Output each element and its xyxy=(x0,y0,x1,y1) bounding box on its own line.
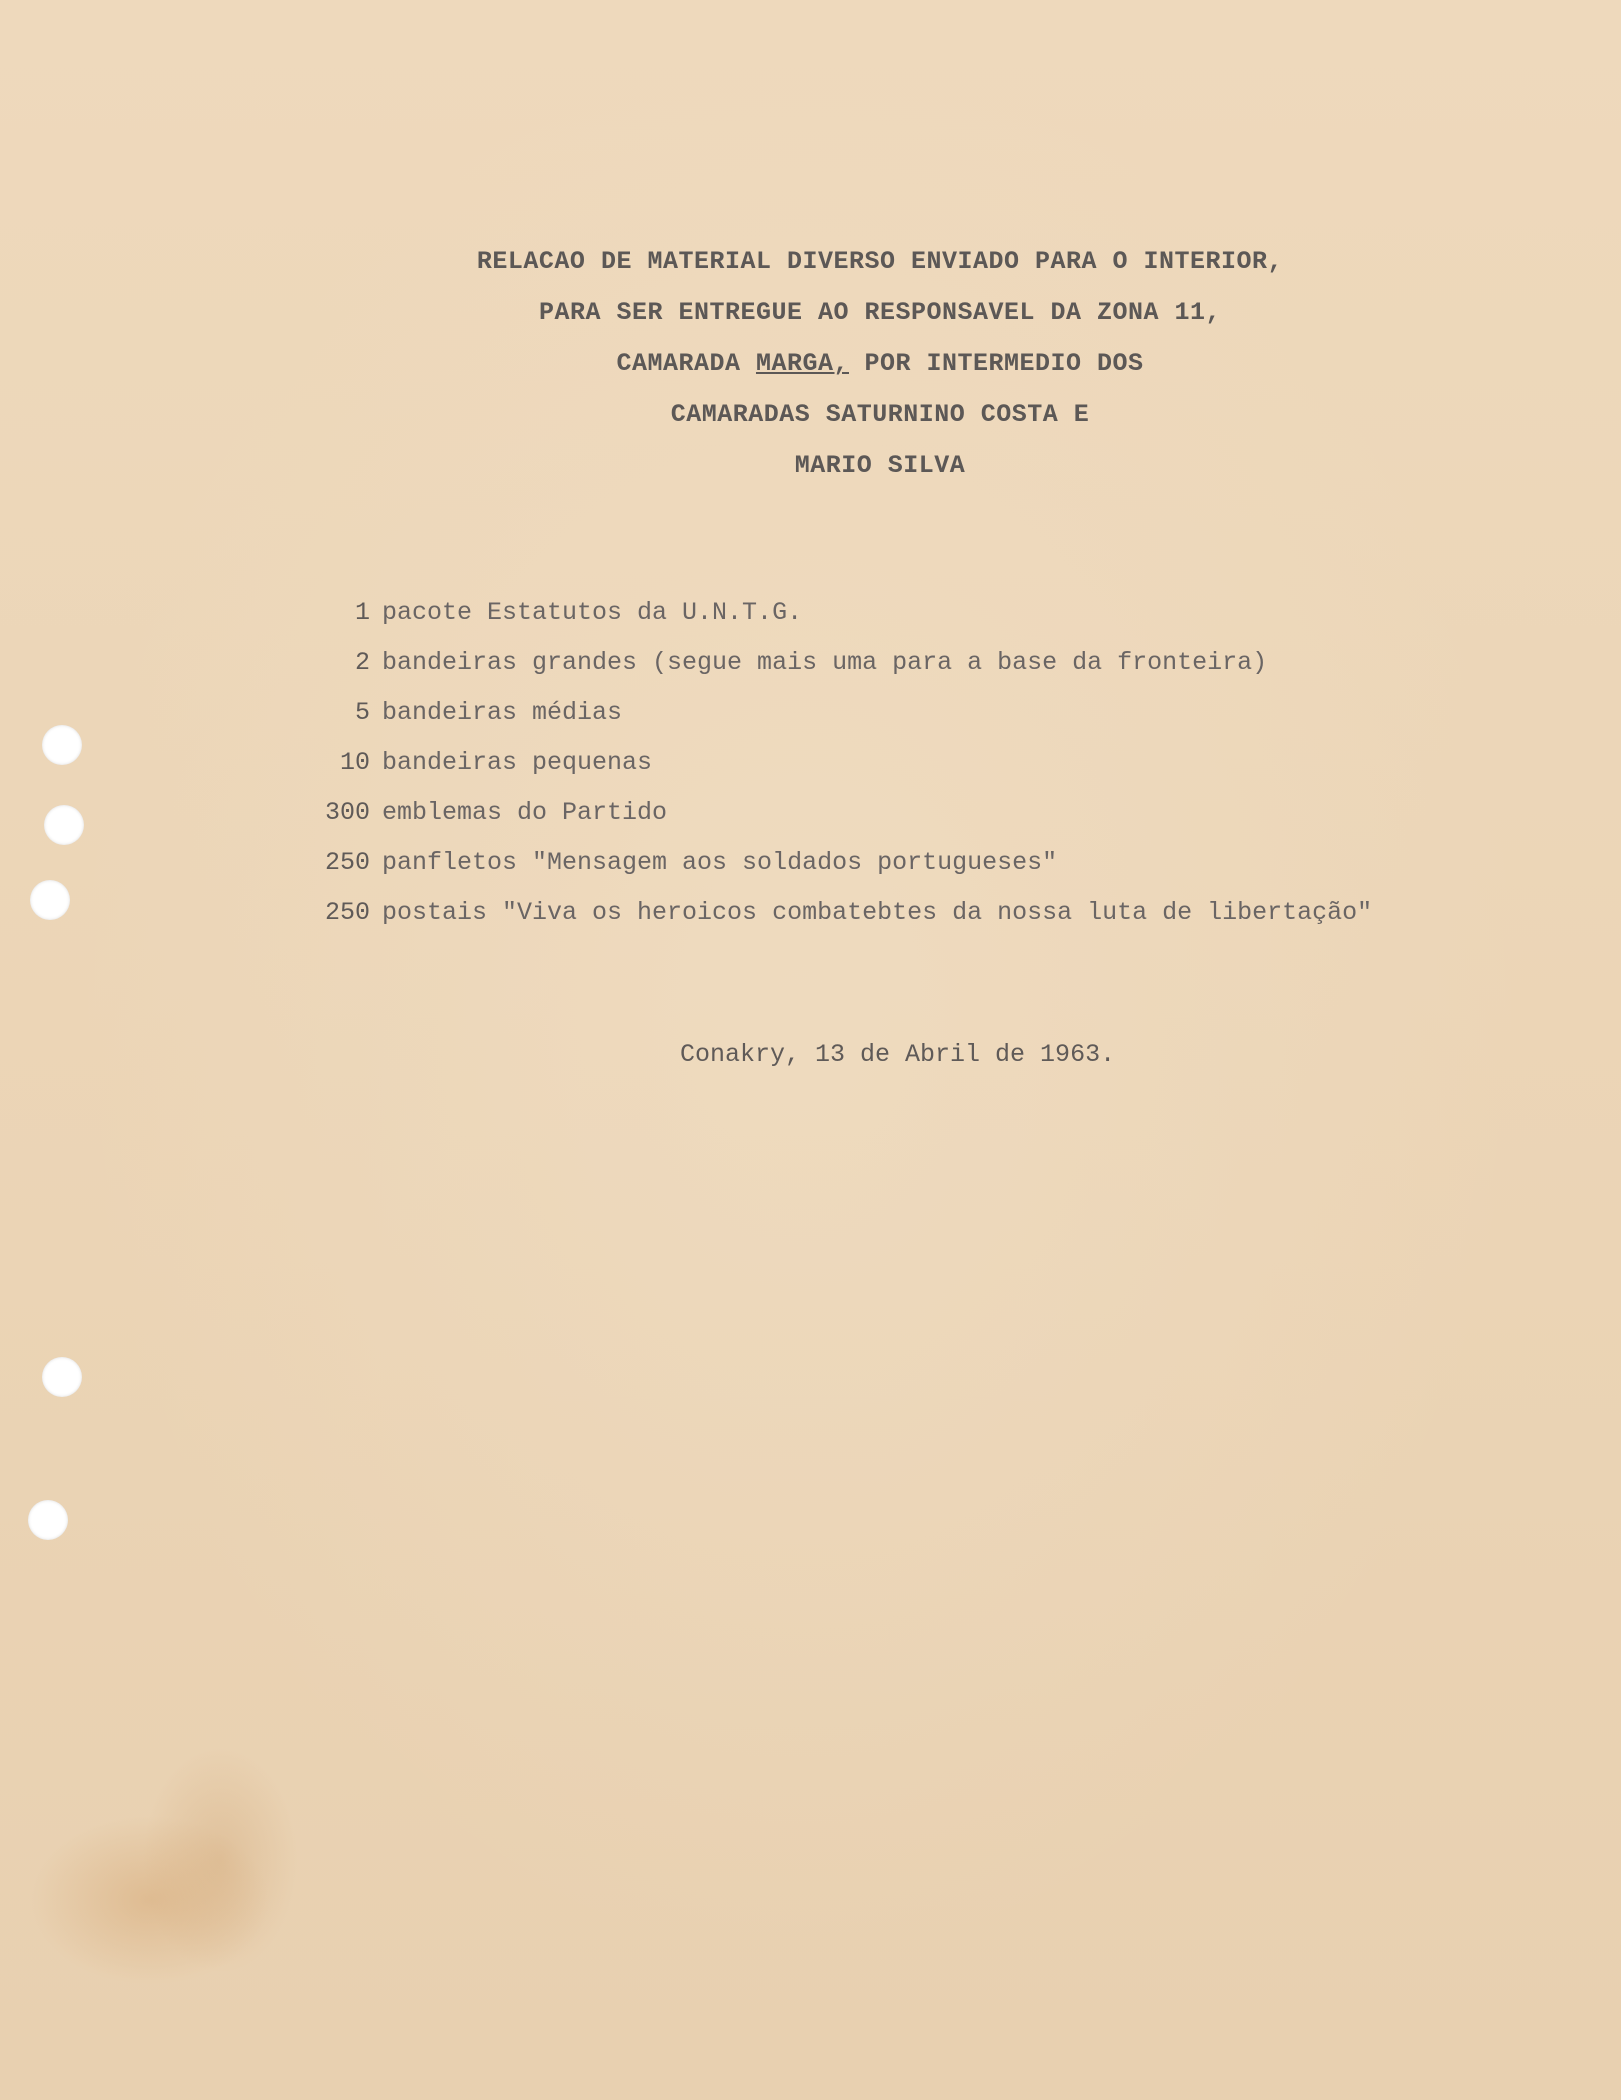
heading-line-1: RELACAO DE MATERIAL DIVERSO ENVIADO PARA O INTERIOR, xyxy=(476,247,1284,276)
item-description: bandeiras grandes (segue mais uma para a base da fronteira) xyxy=(382,648,1268,677)
item-description: emblemas do Partido xyxy=(382,798,668,827)
list-item xyxy=(300,588,1450,638)
heading-camarada: CAMARADA xyxy=(616,349,741,378)
heading-line-4: CAMARADAS SATURNINO COSTA E xyxy=(670,400,1090,429)
item-description: postais "Viva os heroicos combatebtes da nossa luta de libertação" xyxy=(382,898,1373,927)
item-description: bandeiras médias xyxy=(382,698,623,727)
binder-hole-3 xyxy=(30,880,70,920)
heading-intermedio: POR INTERMEDIO DOS xyxy=(864,349,1144,378)
item-quantity: 300 xyxy=(324,798,370,827)
item-quantity: 5 xyxy=(354,698,370,727)
heading-line-5: MARIO SILVA xyxy=(794,451,966,480)
heading-line-2: PARA SER ENTREGUE AO RESPONSAVEL DA ZONA 11, xyxy=(538,298,1222,327)
item-quantity: 250 xyxy=(324,898,370,927)
heading-name-underlined: MARGA, xyxy=(755,349,849,378)
item-quantity: 2 xyxy=(354,648,370,677)
list-item xyxy=(300,838,1450,888)
document-heading xyxy=(380,236,1380,491)
item-quantity: 1 xyxy=(354,598,370,627)
binder-hole-5 xyxy=(28,1500,68,1540)
binder-hole-1 xyxy=(42,725,82,765)
list-item xyxy=(300,888,1450,938)
place-and-date: Conakry, 13 de Abril de 1963. xyxy=(680,1040,1116,1069)
item-description: pacote Estatutos da U.N.T.G. xyxy=(382,598,803,627)
list-item xyxy=(300,738,1450,788)
list-item xyxy=(300,688,1450,738)
item-quantity: 250 xyxy=(324,848,370,877)
material-list xyxy=(300,588,1450,938)
binder-hole-4 xyxy=(42,1357,82,1397)
list-item xyxy=(300,788,1450,838)
item-description: panfletos "Mensagem aos soldados portugueses" xyxy=(382,848,1058,877)
binder-hole-2 xyxy=(44,805,84,845)
list-item xyxy=(300,638,1450,688)
item-description: bandeiras pequenas xyxy=(382,748,653,777)
heading-line-3 xyxy=(380,338,1380,389)
item-quantity: 10 xyxy=(339,748,370,777)
